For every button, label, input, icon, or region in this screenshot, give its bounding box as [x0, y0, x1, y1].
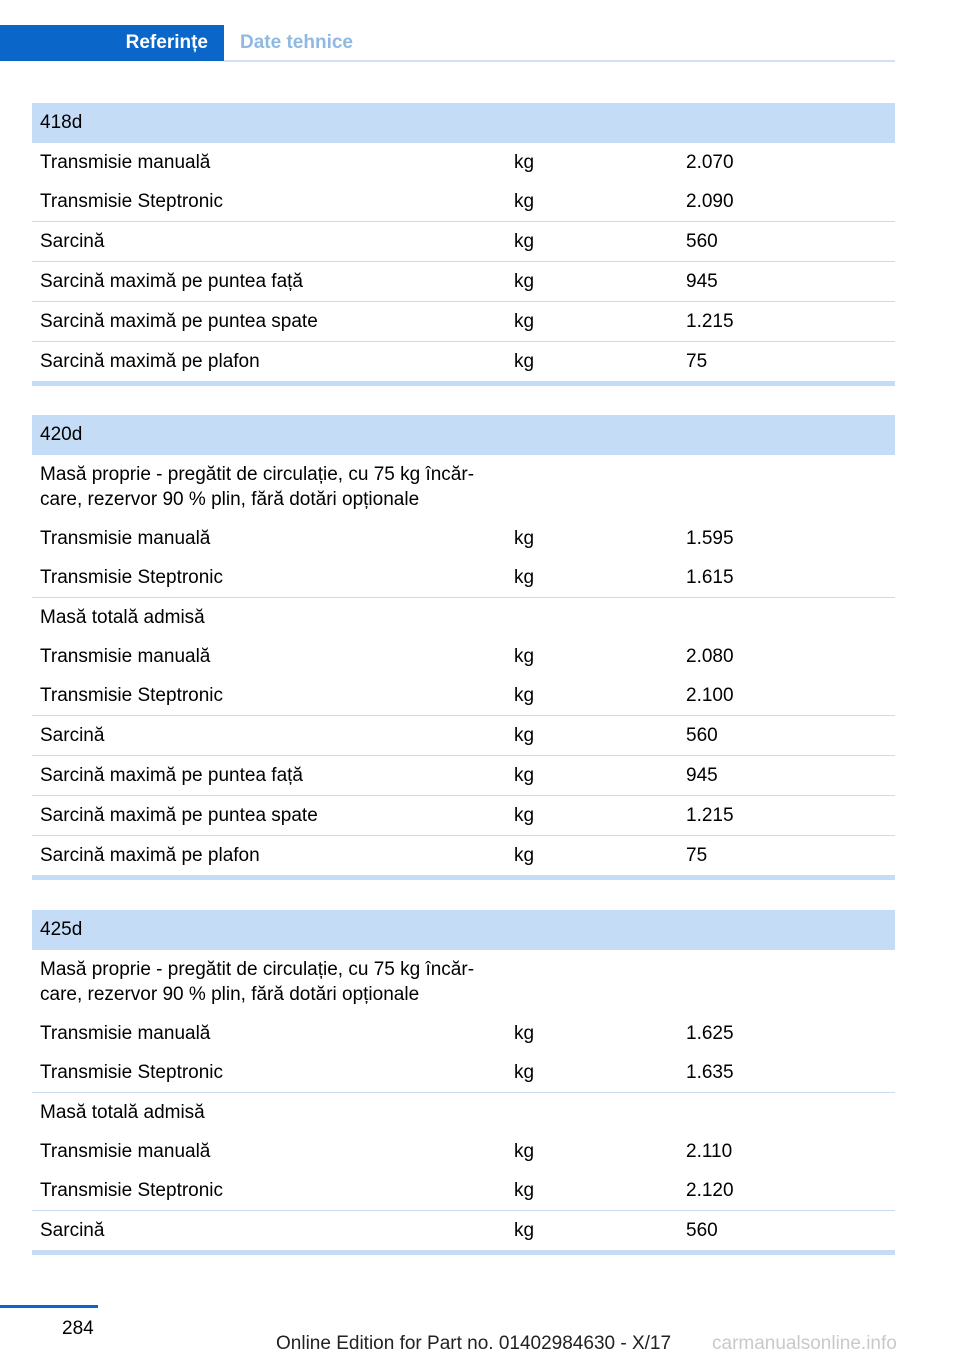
row-label: Sarcină maximă pe plafon	[40, 845, 260, 866]
top-navigation	[0, 25, 895, 61]
row-label: Sarcină maximă pe puntea față	[40, 765, 303, 786]
row-value: 560	[686, 1220, 718, 1241]
row-unit: kg	[514, 1062, 535, 1083]
row-label: Transmisie manuală	[40, 528, 211, 549]
row-unit: kg	[514, 311, 535, 332]
row-value: 1.215	[686, 805, 734, 826]
row-unit: kg	[514, 845, 535, 866]
row-value: 2.080	[686, 646, 734, 667]
row-label: Masă proprie - pregătit de circulație, cu 75 kg încăr-care, rezervor 90 % plin, fără dotări opționale	[40, 959, 475, 1005]
row-value: 75	[686, 351, 708, 372]
row-label: Sarcină maximă pe puntea spate	[40, 311, 318, 332]
row-label: Transmisie Steptronic	[40, 191, 224, 212]
table-row	[32, 1171, 895, 1210]
row-label: Transmisie Steptronic	[40, 1180, 224, 1201]
table-row	[32, 950, 895, 1014]
row-unit: kg	[514, 646, 535, 667]
row-unit: kg	[514, 191, 535, 212]
table-row	[32, 835, 895, 875]
row-label: Masă totală admisă	[40, 1102, 205, 1123]
watermark: carmanualsonline.info	[712, 1333, 897, 1354]
row-value: 2.110	[686, 1141, 733, 1162]
row-value: 2.100	[686, 685, 734, 706]
row-unit: kg	[514, 1180, 535, 1201]
row-unit: kg	[514, 1023, 535, 1044]
row-value: 2.070	[686, 152, 734, 173]
row-label: Sarcină	[40, 1220, 105, 1241]
table-row	[32, 676, 895, 715]
row-unit: kg	[514, 231, 535, 252]
table-header: 425d	[32, 910, 895, 950]
footer-accent-line	[0, 1305, 98, 1308]
row-unit: kg	[514, 685, 535, 706]
row-label: Transmisie Steptronic	[40, 685, 224, 706]
table-row	[32, 519, 895, 558]
row-value: 1.615	[686, 567, 734, 588]
table-row	[32, 637, 895, 676]
row-label: Transmisie Steptronic	[40, 1062, 224, 1083]
table-row	[32, 597, 895, 637]
table-row	[32, 1092, 895, 1132]
row-label: Transmisie manuală	[40, 152, 211, 173]
tab-references[interactable]: Referințe	[0, 25, 224, 61]
row-unit: kg	[514, 271, 535, 292]
row-label: Sarcină maximă pe puntea față	[40, 271, 303, 292]
row-label: Sarcină maximă pe plafon	[40, 351, 260, 372]
row-value: 2.090	[686, 191, 734, 212]
row-value: 945	[686, 271, 718, 292]
table-end-bar	[32, 875, 895, 880]
table-row	[32, 1210, 895, 1250]
row-label: Transmisie manuală	[40, 1023, 211, 1044]
table-row	[32, 182, 895, 221]
spec-table-425d	[32, 910, 895, 1255]
row-value: 560	[686, 725, 718, 746]
row-unit: kg	[514, 765, 535, 786]
table-row	[32, 715, 895, 755]
row-value: 1.215	[686, 311, 734, 332]
row-label: Transmisie manuală	[40, 646, 211, 667]
table-row	[32, 455, 895, 519]
row-value: 2.120	[686, 1180, 734, 1201]
table-row	[32, 1053, 895, 1092]
table-row	[32, 261, 895, 301]
table-row	[32, 558, 895, 597]
table-row	[32, 221, 895, 261]
row-label: Transmisie manuală	[40, 1141, 211, 1162]
row-label: Transmisie Steptronic	[40, 567, 224, 588]
row-value: 1.625	[686, 1023, 734, 1044]
table-row	[32, 1014, 895, 1053]
row-unit: kg	[514, 725, 535, 746]
row-unit: kg	[514, 351, 535, 372]
table-end-bar	[32, 381, 895, 386]
row-unit: kg	[514, 1220, 535, 1241]
row-unit: kg	[514, 1141, 535, 1162]
page-number: 284	[62, 1318, 94, 1339]
row-label: Sarcină maximă pe puntea spate	[40, 805, 318, 826]
table-row	[32, 795, 895, 835]
table-row	[32, 341, 895, 381]
row-value: 75	[686, 845, 708, 866]
row-unit: kg	[514, 528, 535, 549]
row-label: Masă proprie - pregătit de circulație, cu 75 kg încăr-care, rezervor 90 % plin, fără dotări opționale	[40, 464, 475, 510]
row-value: 560	[686, 231, 718, 252]
table-header: 420d	[32, 415, 895, 455]
row-value: 1.635	[686, 1062, 734, 1083]
spec-table-420d	[32, 415, 895, 880]
row-label: Sarcină	[40, 231, 105, 252]
header-divider	[224, 60, 895, 62]
row-value: 1.595	[686, 528, 734, 549]
row-unit: kg	[514, 152, 535, 173]
online-edition-note: Online Edition for Part no. 01402984630 - X/17	[276, 1333, 672, 1354]
spec-table-418d	[32, 103, 895, 386]
table-row	[32, 143, 895, 182]
table-row	[32, 1132, 895, 1171]
table-header: 418d	[32, 103, 895, 143]
row-value: 945	[686, 765, 718, 786]
table-end-bar	[32, 1250, 895, 1255]
row-unit: kg	[514, 805, 535, 826]
table-row	[32, 755, 895, 795]
row-label: Masă totală admisă	[40, 607, 205, 628]
table-row	[32, 301, 895, 341]
row-unit: kg	[514, 567, 535, 588]
tab-technical-data[interactable]: Date tehnice	[240, 32, 353, 53]
row-label: Sarcină	[40, 725, 105, 746]
